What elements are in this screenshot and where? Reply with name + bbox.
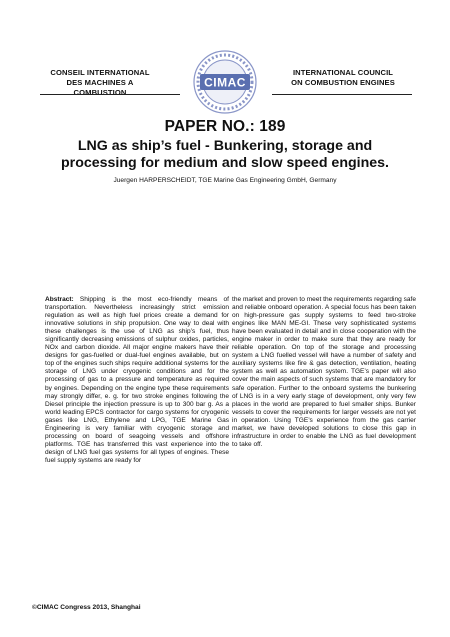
header-right-line2: ON COMBUSTION ENGINES bbox=[291, 78, 395, 87]
header-right-rule bbox=[272, 94, 412, 95]
paper-title-line1: LNG as ship’s fuel - Bunkering, storage and bbox=[77, 138, 373, 154]
header-left-line2: DES MACHINES A COMBUSTION bbox=[66, 78, 134, 97]
cimac-logo bbox=[192, 49, 258, 115]
svg-text:CIMAC: CIMAC bbox=[204, 75, 246, 90]
abstract-text-left: Shipping is the most eco-friendly means of transportation. Nevertheless increasingly strict emission regulation as well as high fuel prices create a demand for innovative solutions in ship propulsion. One way to deal with these challenges is the use of LNG as ship’s fuel, thus significantly decreasing emissions of sulphur oxides, particles, NOx and carbon dioxide. All major engine makers have their designs for gas-fuelled or dual-fuel engines available, but on top of the engines such ships require additional systems for the storage of LNG under cryogenic conditions and for the processing of gas to a pressure and temperature as required by engines. Depending on the engine type these requirements may strongly differ, e. g. for two stroke engines following the Diesel principle the injection pressure is up to 300 bar g. As a world leading EPCS contractor for cargo systems for cryogenic gases like LNG, Ethylene and LPG, TGE Marine Gas Engineering is very familiar with cryogenic storage and processing on board of seagoing vessels and offshore platforms. TGE has transferred this vast experience into the design of LNG fuel gas systems for all types of engines. These fuel supply systems are ready for bbox=[45, 296, 229, 464]
paper-number: PAPER NO.: 189 bbox=[164, 118, 286, 135]
abstract-label: Abstract: bbox=[45, 296, 74, 303]
paper-title bbox=[40, 138, 410, 172]
footer-copyright: ©CIMAC Congress 2013, Shanghai bbox=[32, 604, 141, 611]
author-line: Juergen HARPERSCHEIDT, TGE Marine Gas Engineering GmbH, Germany bbox=[113, 177, 337, 184]
abstract-text-right: the market and proven to meet the requirements regarding safe and reliable onboard operation. A special focus has been taken on high-pressure gas supply systems to feed two-stroke engines like MAN ME-GI. These very sophisticated systems have been evaluated in detail and in close cooperation with the engine maker in order to make sure that they are ready for reliable operation. On top of the storage and processing system a LNG fuelled vessel will have a number of safety and auxiliary systems like fire & gas detection, ventilation, heating system as well as automation system. TGE’s paper will also cover the main aspects of such systems that are mandatory for safe operation. Further to the onboard systems the bunkering of LNG is in a very early stage of development, only very few places in the world are prepared to fuel smaller ships. Bunker vessels to cover the requirements for larger vessels are not yet in operation. Using TGE’s experience from the gas carrier market, we have developed solutions to close this gap in infrastructure in order to enable the LNG as fuel development to take off. bbox=[232, 296, 416, 448]
header-right-organisation bbox=[283, 68, 403, 88]
header-left-rule bbox=[40, 94, 180, 95]
abstract-column-left bbox=[45, 296, 229, 465]
header-right-line1: INTERNATIONAL COUNCIL bbox=[292, 68, 394, 77]
abstract-column-right bbox=[232, 296, 416, 449]
header-left-line1: CONSEIL INTERNATIONAL bbox=[50, 68, 150, 77]
paper-title-line2: processing for medium and slow speed engines. bbox=[61, 155, 389, 171]
